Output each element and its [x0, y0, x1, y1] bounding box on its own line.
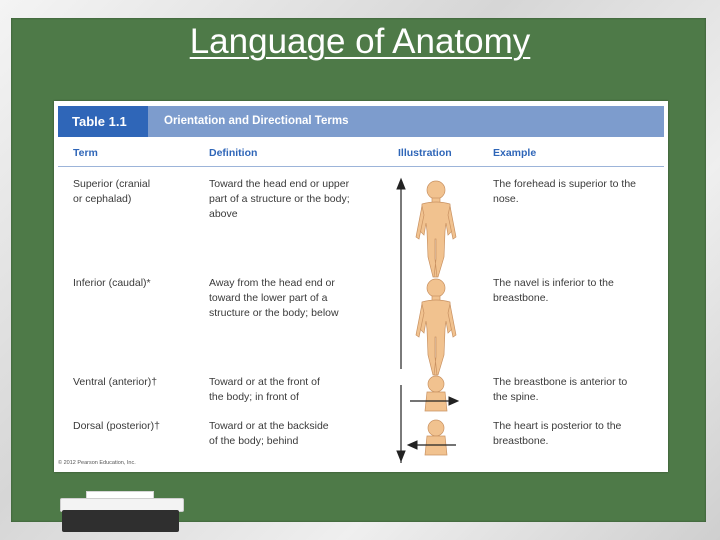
row-superior-definition: Toward the head end or upper part of a structure or the body; above — [209, 178, 350, 220]
column-header-definition: Definition — [209, 147, 258, 159]
header-divider — [58, 166, 664, 167]
table-number: Table 1.1 — [58, 106, 148, 137]
human-figure-icon — [416, 181, 456, 277]
illustration-column — [394, 173, 474, 463]
human-figure-icon — [416, 279, 456, 375]
column-header-example: Example — [493, 147, 537, 159]
row-ventral-definition: Toward or at the front of the body; in front of — [209, 376, 320, 403]
table-title: Orientation and Directional Terms — [164, 115, 349, 127]
orientation-table — [54, 101, 668, 472]
row-ventral-example: The breastbone is anterior to the spine. — [493, 376, 628, 403]
row-inferior-term: Inferior (caudal)* — [73, 277, 151, 289]
row-superior-term: Superior (cranial or cephalad) — [73, 178, 151, 205]
column-header-term: Term — [73, 147, 98, 159]
row-dorsal-definition: Toward or at the backside of the body; behind — [209, 420, 329, 447]
copyright-notice: © 2012 Pearson Education, Inc. — [58, 460, 136, 466]
table-header — [58, 106, 664, 137]
row-ventral-term: Ventral (anterior)† — [73, 376, 158, 388]
column-header-illustration: Illustration — [398, 147, 452, 159]
slide-title: Language of Anatomy — [189, 22, 531, 61]
row-dorsal-example: The heart is posterior to the breastbone. — [493, 420, 622, 447]
row-inferior-example: The navel is inferior to the breastbone. — [493, 277, 614, 304]
row-inferior-definition: Away from the head end or toward the lower part of a structure or the body; below — [209, 277, 339, 319]
row-dorsal-term: Dorsal (posterior)† — [73, 420, 160, 432]
vertical-arrow-icon — [397, 179, 405, 463]
human-figure-icon — [425, 376, 447, 411]
human-figure-icon — [425, 420, 447, 455]
row-superior-example: The forehead is superior to the nose. — [493, 178, 637, 205]
